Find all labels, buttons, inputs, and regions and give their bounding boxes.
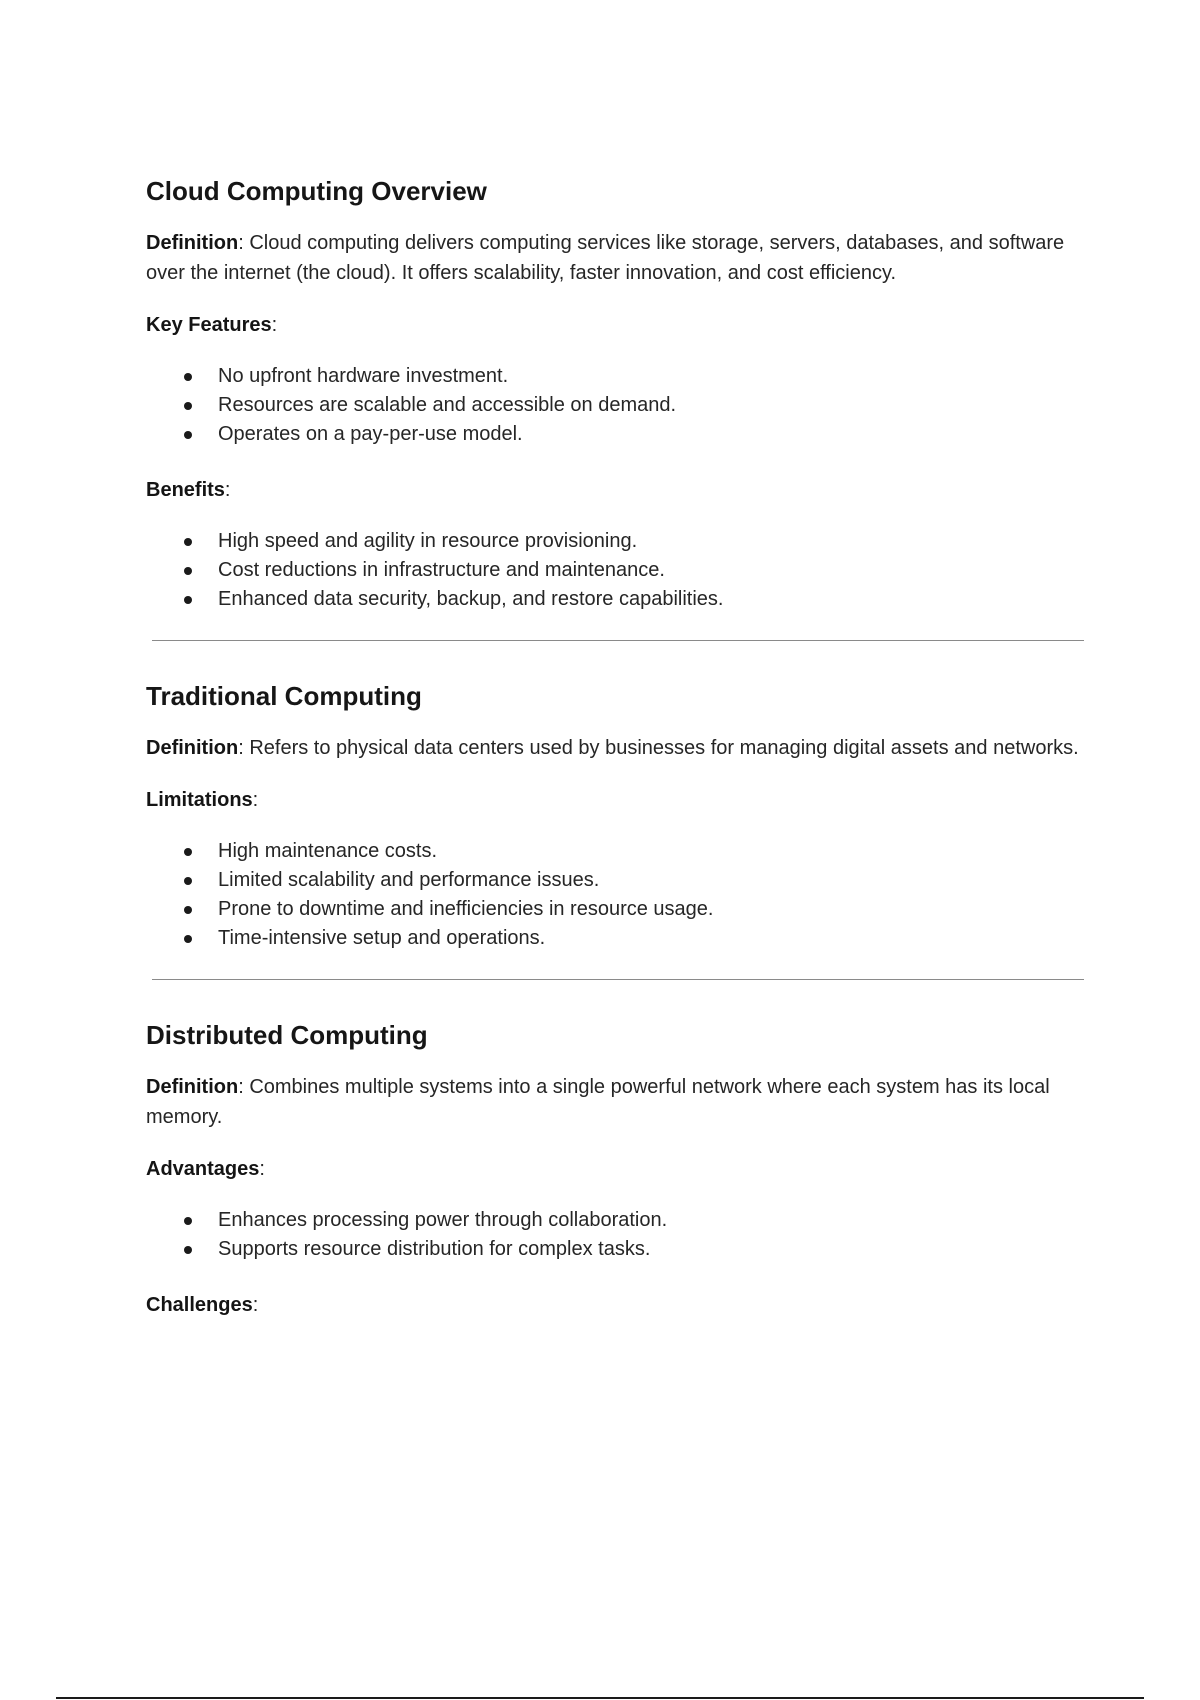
list-item: Enhances processing power through collaboration. xyxy=(146,1206,1086,1235)
list-item: Operates on a pay-per-use model. xyxy=(146,420,1086,449)
list-item: Time-intensive setup and operations. xyxy=(146,924,1086,953)
definition-paragraph xyxy=(146,1072,1086,1132)
benefits-list xyxy=(146,527,1086,614)
colon: : xyxy=(259,1158,265,1180)
list-label: Key Features xyxy=(146,314,272,336)
list-label: Limitations xyxy=(146,789,253,811)
key-features-list xyxy=(146,362,1086,449)
list-item: High speed and agility in resource provisioning. xyxy=(146,527,1086,556)
section-cloud-computing xyxy=(146,174,1086,614)
definition-text: : Combines multiple systems into a single powerful network where each system has its local memory. xyxy=(146,1076,1050,1128)
list-item: Limited scalability and performance issues. xyxy=(146,866,1086,895)
section-title: Traditional Computing xyxy=(146,681,422,711)
list-item: No upfront hardware investment. xyxy=(146,362,1086,391)
definition-label: Definition xyxy=(146,1076,239,1098)
list-item: Resources are scalable and accessible on demand. xyxy=(146,391,1086,420)
list-heading-limitations xyxy=(146,785,1086,815)
list-label: Advantages xyxy=(146,1158,260,1180)
section-divider xyxy=(152,979,1084,980)
definition-text: : Cloud computing delivers computing services like storage, servers, databases, and software over the internet (the cloud). It offers scalability, faster innovation, and cost efficiency. xyxy=(146,232,1065,284)
list-heading-key-features xyxy=(146,310,1086,340)
page-bottom-rule xyxy=(56,1697,1144,1699)
section-title: Distributed Computing xyxy=(146,1020,428,1050)
document-content xyxy=(146,174,1086,1342)
section-divider xyxy=(152,640,1084,641)
section-title: Cloud Computing Overview xyxy=(146,176,487,206)
limitations-list xyxy=(146,837,1086,953)
colon: : xyxy=(252,789,259,811)
definition-label: Definition xyxy=(146,232,239,254)
list-item: Cost reductions in infrastructure and maintenance. xyxy=(146,556,1086,585)
list-heading-benefits xyxy=(146,475,1086,505)
section-traditional-computing xyxy=(146,679,1086,953)
list-item: Supports resource distribution for complex tasks. xyxy=(146,1235,1086,1264)
colon: : xyxy=(252,1294,259,1316)
definition-paragraph xyxy=(146,733,1086,763)
definition-label: Definition xyxy=(146,737,239,759)
section-distributed-computing xyxy=(146,1018,1086,1320)
list-label: Benefits xyxy=(146,479,225,501)
list-heading-challenges xyxy=(146,1290,1086,1320)
definition-paragraph xyxy=(146,228,1086,288)
colon: : xyxy=(271,314,278,336)
list-item: High maintenance costs. xyxy=(146,837,1086,866)
list-heading-advantages xyxy=(146,1154,1086,1184)
list-label: Challenges xyxy=(146,1294,253,1316)
colon: : xyxy=(224,479,231,501)
advantages-list xyxy=(146,1206,1086,1264)
list-item: Enhanced data security, backup, and restore capabilities. xyxy=(146,585,1086,614)
definition-text: : Refers to physical data centers used by businesses for managing digital assets and networks. xyxy=(238,737,1079,759)
list-item: Prone to downtime and inefficiencies in resource usage. xyxy=(146,895,1086,924)
